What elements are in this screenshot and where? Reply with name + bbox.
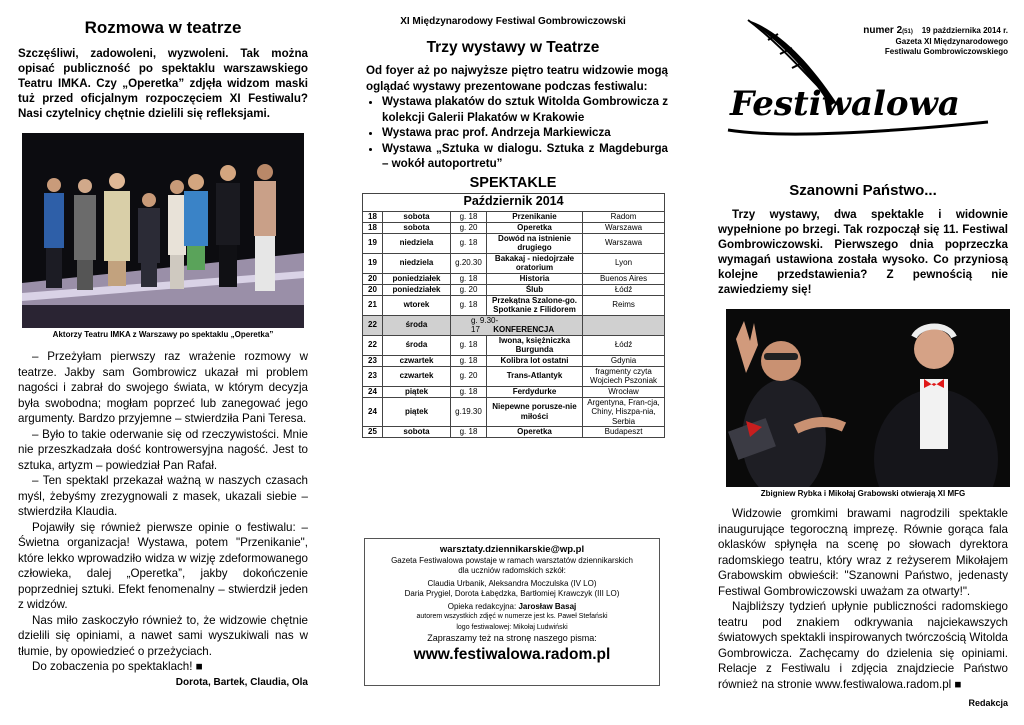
info-line — [365, 602, 659, 613]
paragraph: – Było to takie oderwanie się od rzeczywistości. Mnie nie przeszkadzała dość kontrowersyjna nagość. Jest to sztuka, artyzm – powiedział Pan Rafał. — [18, 427, 308, 472]
schedule-city: Warszawa — [583, 222, 665, 233]
editor-label: Opieka redakcyjna: — [447, 601, 519, 611]
schedule-time: g. 20 — [451, 284, 487, 295]
table-row — [363, 335, 665, 355]
schedule-day: 23 — [363, 366, 383, 386]
schedule-title: Bakakaj - niedojrzałe oratorium — [487, 253, 583, 273]
photo-caption: Aktorzy Teatru IMKA z Warszawy po spektaklu „Operetka” — [52, 330, 274, 339]
spektakle-heading: SPEKTAKLE — [469, 174, 557, 191]
issue-org: Gazeta XI Międzynarodowego — [895, 37, 1008, 46]
issue-sub: (51) — [902, 29, 913, 35]
schedule-weekday: niedziela — [383, 233, 451, 253]
right-column — [718, 0, 1008, 708]
table-row — [363, 386, 665, 397]
info-line: Gazeta Festiwalowa powstaje w ramach warsztatów dziennikarskich — [391, 555, 633, 565]
issue-number: numer 2 — [863, 25, 903, 36]
schedule-day: 19 — [363, 253, 383, 273]
schedule-title: Dowód na istnienie drugiego — [487, 233, 583, 253]
schedule-time: g.19.30 — [451, 397, 487, 427]
schedule-day: 19 — [363, 233, 383, 253]
article-signature: Dorota, Bartek, Claudia, Ola — [175, 676, 308, 688]
table-row — [363, 366, 665, 386]
table-row — [363, 233, 665, 253]
table-row — [363, 295, 665, 315]
schedule-title: Przekątna Szalone-go. Spotkanie z Filidorem — [487, 295, 583, 315]
schedule-weekday: sobota — [383, 427, 451, 438]
schedule-time: g. 18 — [451, 427, 487, 438]
schedule-weekday: środa — [383, 315, 451, 335]
schedule-title: Operetka — [487, 427, 583, 438]
schedule-title: Iwona, księżniczka Burgunda — [487, 335, 583, 355]
schedule-weekday: sobota — [383, 222, 451, 233]
schedule-weekday: poniedziałek — [383, 284, 451, 295]
schedule-title: Historia — [487, 273, 583, 284]
schedule-time: g.20.30 — [451, 253, 487, 273]
schedule-title: Trans-Atlantyk — [487, 366, 583, 386]
table-row — [363, 315, 665, 335]
schedule-title: Przenikanie — [487, 211, 583, 222]
list-item: • Wystawa plakatów do sztuk Witolda Gombrowicza z kolekcji Galerii Plakatów w Krakowie — [382, 94, 668, 125]
article-body — [18, 349, 308, 675]
masthead — [718, 0, 1008, 160]
schedule-table — [362, 193, 665, 439]
middle-column — [358, 0, 668, 725]
schedule-day: 22 — [363, 335, 383, 355]
schedule-title: Kolibra lot ostatni — [487, 355, 583, 366]
schedule-weekday: niedziela — [383, 253, 451, 273]
table-row — [363, 253, 665, 273]
list-item: • Wystawa prac prof. Andrzeja Markiewicza — [382, 125, 668, 141]
table-row — [363, 397, 665, 427]
paragraph: – Ten spektakl przekazał ważną w naszych czasach myśl, żebyśmy zrezygnowali z masek, ukazali siebie – stwierdziła Klaudia. — [18, 474, 308, 518]
issue-info — [863, 26, 1008, 57]
schedule-weekday: piątek — [383, 397, 451, 427]
schedule-title: Ferdydurke — [487, 386, 583, 397]
editor-name: Jarosław Basaj — [518, 601, 577, 611]
festival-header: XI Międzynarodowy Festiwal Gombrowiczowski — [400, 16, 626, 27]
issue-date: 19 października 2014 r. — [921, 26, 1008, 35]
schedule-time: g. 18 — [451, 386, 487, 397]
schedule-time: g. 18 — [451, 355, 487, 366]
schedule-weekday: piątek — [383, 386, 451, 397]
schedule-time — [451, 315, 583, 335]
schedule-city: Wrocław — [583, 386, 665, 397]
schedule-title: Ślub — [487, 284, 583, 295]
schedule-day: 18 — [363, 211, 383, 222]
schedule-day: 20 — [363, 273, 383, 284]
exhibitions-lead: Od foyer aż po najwyższe piętro teatru widzowie mogą oglądać wystawy prezentowane podczas festiwalu: — [366, 64, 668, 93]
logo-text: Festiwalowa — [730, 84, 960, 124]
schedule-month: Październik 2014 — [363, 193, 665, 211]
schedule-city: Argentyna, Fran-cja, Chiny, Hiszpa-nia, Serbia — [583, 397, 665, 427]
schedule-day: 24 — [363, 386, 383, 397]
editorial-lead: Trzy wystawy, dwa spektakle i widownie wypełnione po brzegi. Tak rozpoczął się 11. Festiwal Gombrowiczowski. Pierwszego dnia poprzeczka wymagań ustawiona została wysoko. Co przyniosą kolejne przedstawienia? Z pewnością nie zawiedziemy się! — [718, 208, 1008, 296]
schedule-city: Łódź — [583, 335, 665, 355]
info-line: autorem wszystkich zdjęć w numerze jest ks. Paweł Stefański — [416, 613, 608, 620]
info-line: Claudia Urbanik, Aleksandra Moczulska (IV LO) — [427, 578, 597, 588]
schedule-day: 18 — [363, 222, 383, 233]
schedule-weekday: czwartek — [383, 366, 451, 386]
schedule-time-value: g. 9.30-17 — [471, 315, 499, 334]
paragraph: Pojawiły się również pierwsze opinie o festiwalu: – Świetna organizacja! Wystawa, potem "Przenikanie", które lekko wprowadziło widza w wizję zdeformowanego człowieka, dalej „Operetka”, jakby dokończenie poprzedniej sztuki. Efekt fenomenalny – stwierdził jeden z widzów. — [18, 520, 308, 611]
schedule-day: 24 — [363, 397, 383, 427]
opening-photo-image — [726, 309, 1010, 487]
schedule-day: 23 — [363, 355, 383, 366]
schedule-city: Budapeszt — [583, 427, 665, 438]
exhibitions-title: Trzy wystawy w Teatrze — [426, 39, 600, 56]
article-lead: Szczęśliwi, zadowoleni, wyzwoleni. Tak można opisać publiczność po spektaklu warszawskiego Teatru IMKA. Czy „Operetka” zdjęła widzom maski tuż przed oficjalnym rozpoczęciem XI Festiwalu? Nasi czytelnicy chętnie dzielili się refleksjami. — [18, 47, 308, 120]
table-row — [363, 222, 665, 233]
stage-photo-image — [22, 133, 304, 328]
schedule-weekday: czwartek — [383, 355, 451, 366]
table-row — [363, 284, 665, 295]
table-row — [363, 273, 665, 284]
editorial-title: Szanowni Państwo... — [789, 182, 937, 199]
editorial-signature: Redakcja — [968, 698, 1008, 708]
schedule-time: g. 18 — [451, 295, 487, 315]
issue-org: Festiwalu Gombrowiczowskiego — [884, 47, 1008, 56]
info-line: Daria Prygiel, Dorota Łabędzka, Bartłomiej Krawczyk (III LO) — [404, 589, 620, 598]
schedule-time: g. 20 — [451, 366, 487, 386]
website-link[interactable]: www.festiwalowa.radom.pl — [413, 645, 611, 663]
opening-photo — [726, 309, 1010, 487]
left-column — [18, 0, 308, 688]
schedule-weekday: poniedziałek — [383, 273, 451, 284]
schedule-city: Lyon — [583, 253, 665, 273]
schedule-city: Reims — [583, 295, 665, 315]
schedule-day: 21 — [363, 295, 383, 315]
paragraph: – Przeżyłam pierwszy raz wrażenie rozmowy w teatrze. Jakby sam Gombrowicz ukazał mi problem nagości i zabrał do swojego świata, w którym decyzja była swobodna; mogłam poprzeć lub zanegować jego argumenty. Bardzo przyjemne – stwierdziła Pani Teresa. — [18, 350, 308, 425]
info-line: Zapraszamy też na stronę naszego pisma: — [427, 633, 597, 643]
schedule-time: g. 18 — [451, 233, 487, 253]
schedule-day: 25 — [363, 427, 383, 438]
schedule-city: Buenos Aires — [583, 273, 665, 284]
schedule-time: g. 20 — [451, 222, 487, 233]
table-row — [363, 355, 665, 366]
schedule-city — [583, 315, 665, 335]
stage-photo — [22, 133, 304, 328]
contact-email[interactable]: warsztaty.dziennikarskie@wp.pl — [439, 544, 585, 555]
schedule-time: g. 18 — [451, 273, 487, 284]
list-item: • Wystawa „Sztuka w dialogu. Sztuka z Magdeburga – wokół autoportretu” — [382, 141, 668, 172]
article-title: Rozmowa w teatrze — [84, 18, 242, 37]
schedule-title: KONFERENCJA — [493, 325, 555, 334]
schedule-city: Gdynia — [583, 355, 665, 366]
editorial-body — [718, 506, 1008, 692]
schedule-day: 20 — [363, 284, 383, 295]
paragraph: Nas miło zaskoczyło również to, że widzowie chętnie dzielili się opiniami, a nawet sami wyszukiwali nas w tłumie, by opowiedzieć o przeżyciach. — [18, 613, 308, 658]
editorial-info — [364, 538, 660, 686]
schedule-title: Operetka — [487, 222, 583, 233]
schedule-time: g. 18 — [451, 335, 487, 355]
schedule-city: fragmenty czyta Wojciech Pszoniak — [583, 366, 665, 386]
paragraph: Najbliższy tydzień upłynie publiczności radomskiego teatru pod znakiem odkrywania najciekawszych światowych spektakli inspirowanych twórczością Witolda Gombrowicza. Zachęcamy do dzielenia się opiniami. Relacje z Festiwalu i zdjęcia znajdziecie Państwo również na stronie www.festiwalowa.radom.pl ■ — [718, 600, 1008, 691]
schedule-city: Łódź — [583, 284, 665, 295]
paragraph: Widzowie gromkimi brawami nagrodzili spektakle inaugurujące tegoroczną imprezę. Równie gorąca fala oklasków spłynęła na scenę po słowach dyrektora radomskiego teatru, który wraz z reżyserem Mikołajem Grabowskim obwieścił: "Szanowni Państwo, jedenasty Festiwal Gombrowiczowski uważam za otwarty!". — [718, 507, 1008, 598]
schedule-weekday: sobota — [383, 211, 451, 222]
table-row — [363, 211, 665, 222]
schedule-city: Warszawa — [583, 233, 665, 253]
schedule-weekday: wtorek — [383, 295, 451, 315]
table-row — [363, 427, 665, 438]
exhibitions-list — [358, 94, 668, 172]
paragraph: Do zobaczenia po spektaklach! ■ — [32, 660, 203, 673]
schedule-time: g. 18 — [451, 211, 487, 222]
info-line: dla uczniów radomskich szkół: — [458, 566, 566, 575]
schedule-city: Radom — [583, 211, 665, 222]
info-line: logo festiwalowej: Mikołaj Ludwiński — [456, 623, 568, 631]
photo-caption: Zbigniew Rybka i Mikołaj Grabowski otwierają XI MFG — [760, 489, 966, 498]
schedule-weekday: środa — [383, 335, 451, 355]
schedule-title: Niepewne porusze-nie miłości — [487, 397, 583, 427]
schedule-day: 22 — [363, 315, 383, 335]
